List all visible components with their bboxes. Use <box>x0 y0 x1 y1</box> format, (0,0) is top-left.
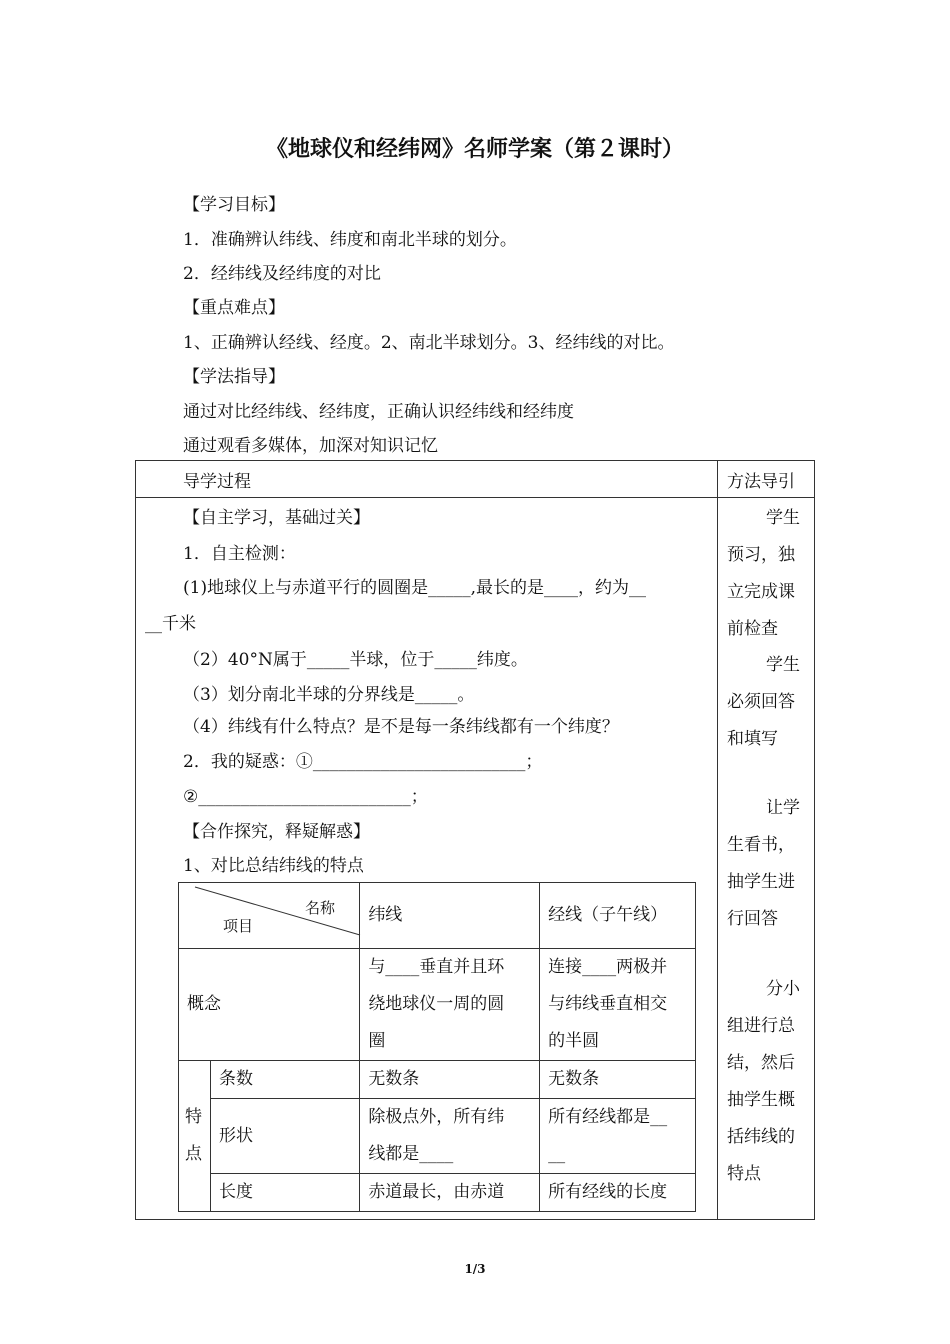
section-heading-keypoints: 【重点难点】 <box>183 298 285 318</box>
cell-text: 连接____两极并 <box>548 957 668 977</box>
body-line: 1、对比总结纬线的特点 <box>183 856 364 876</box>
side-line: 行回答 <box>727 909 778 929</box>
diag-label-name: 名称 <box>305 899 336 917</box>
table-row <box>179 1174 696 1212</box>
method-line-2: 通过观看多媒体，加深对知识记忆 <box>183 436 438 456</box>
cell-text: 绕地球仪一周的圆 <box>368 994 505 1014</box>
body-line: __千米 <box>145 614 196 634</box>
table-row <box>179 949 696 1061</box>
cell-text: 圈 <box>368 1031 386 1051</box>
body-line: 1．自主检测： <box>183 544 296 564</box>
cell-text: 无数条 <box>368 1069 420 1089</box>
side-line: 预习，独 <box>727 545 795 565</box>
col-header-longitude: 经线（子午线） <box>548 905 668 925</box>
body-line: 2．我的疑惑：①_________________________； <box>183 752 543 772</box>
feature-label-char: 点 <box>185 1144 202 1164</box>
side-line: 分小 <box>766 979 800 999</box>
body-line: (1)地球仪上与赤道平行的圆圈是_____,最长的是____，约为__ <box>183 578 646 598</box>
section-heading-method: 【学法指导】 <box>183 367 285 387</box>
header-process: 导学过程 <box>183 472 251 492</box>
side-line: 和填写 <box>727 729 778 749</box>
body-line: 【自主学习，基础过关】 <box>183 508 370 528</box>
cell-text: 除极点外，所有纬 <box>368 1107 505 1127</box>
side-line: 必须回答 <box>727 692 795 712</box>
table-column-divider <box>717 460 718 1220</box>
table-row <box>179 1061 696 1099</box>
cell-text: 与____垂直并且环 <box>368 957 505 977</box>
keypoints-text: 1、正确辨认经线、经度。2、南北半球划分。3、经纬线的对比。 <box>183 333 675 353</box>
goal-2: 2．经纬线及经纬度的对比 <box>183 264 381 284</box>
comparison-table <box>178 882 696 1212</box>
cell-text: 的半圆 <box>548 1031 600 1051</box>
page-title: 《地球仪和经纬网》名师学案（第２课时） <box>265 137 684 162</box>
side-line: 组进行总 <box>727 1016 795 1036</box>
side-line: 生看书， <box>727 835 795 855</box>
side-line: 括纬线的 <box>727 1127 795 1147</box>
body-line: （2）40°N属于_____半球，位于_____纬度。 <box>183 650 528 670</box>
col-header-latitude: 纬线 <box>368 905 403 925</box>
cell-text: 赤道最长，由赤道 <box>368 1182 505 1202</box>
body-line: ②_________________________； <box>183 787 428 807</box>
side-line: 学生 <box>766 508 800 528</box>
side-line: 让学 <box>766 798 800 818</box>
cell-text: __ <box>548 1144 566 1164</box>
header-method: 方法导引 <box>727 472 795 492</box>
table-row <box>179 883 696 949</box>
row-label-shape: 形状 <box>218 1125 253 1146</box>
diag-label-item: 项目 <box>223 917 254 935</box>
cell-text: 所有经线都是__ <box>548 1107 668 1127</box>
side-line: 结，然后 <box>727 1053 795 1073</box>
section-heading-goals: 【学习目标】 <box>183 195 285 215</box>
row-label-count: 条数 <box>218 1069 253 1089</box>
goal-1: 1．准确辨认纬线、纬度和南北半球的划分。 <box>183 230 517 250</box>
cell-text: 所有经线的长度 <box>548 1182 668 1202</box>
table-row <box>179 1099 696 1174</box>
side-line: 抽学生概 <box>727 1090 795 1110</box>
cell-text: 线都是____ <box>368 1144 454 1164</box>
feature-label-char: 特 <box>185 1107 202 1127</box>
row-label-length: 长度 <box>218 1182 253 1202</box>
row-label-concept: 概念 <box>187 994 221 1014</box>
cell-text: 与纬线垂直相交 <box>548 994 668 1014</box>
body-line: 【合作探究，释疑解惑】 <box>183 822 370 842</box>
side-line: 特点 <box>727 1164 761 1184</box>
page-number: 1/3 <box>464 1262 486 1276</box>
method-line-1: 通过对比经纬线、经纬度，正确认识经纬线和经纬度 <box>183 402 574 422</box>
side-line: 学生 <box>766 655 800 675</box>
cell-text: 无数条 <box>548 1069 600 1089</box>
diagonal-header-cell <box>179 883 360 949</box>
table-header-divider <box>135 497 815 498</box>
body-line: （3）划分南北半球的分界线是_____。 <box>183 685 475 705</box>
side-line: 前检查 <box>727 619 778 639</box>
side-line: 抽学生进 <box>727 872 795 892</box>
feature-label-cell <box>179 1061 211 1212</box>
body-line: （4）纬线有什么特点？是不是每一条纬线都有一个纬度？ <box>183 717 619 737</box>
side-line: 立完成课 <box>727 582 795 602</box>
